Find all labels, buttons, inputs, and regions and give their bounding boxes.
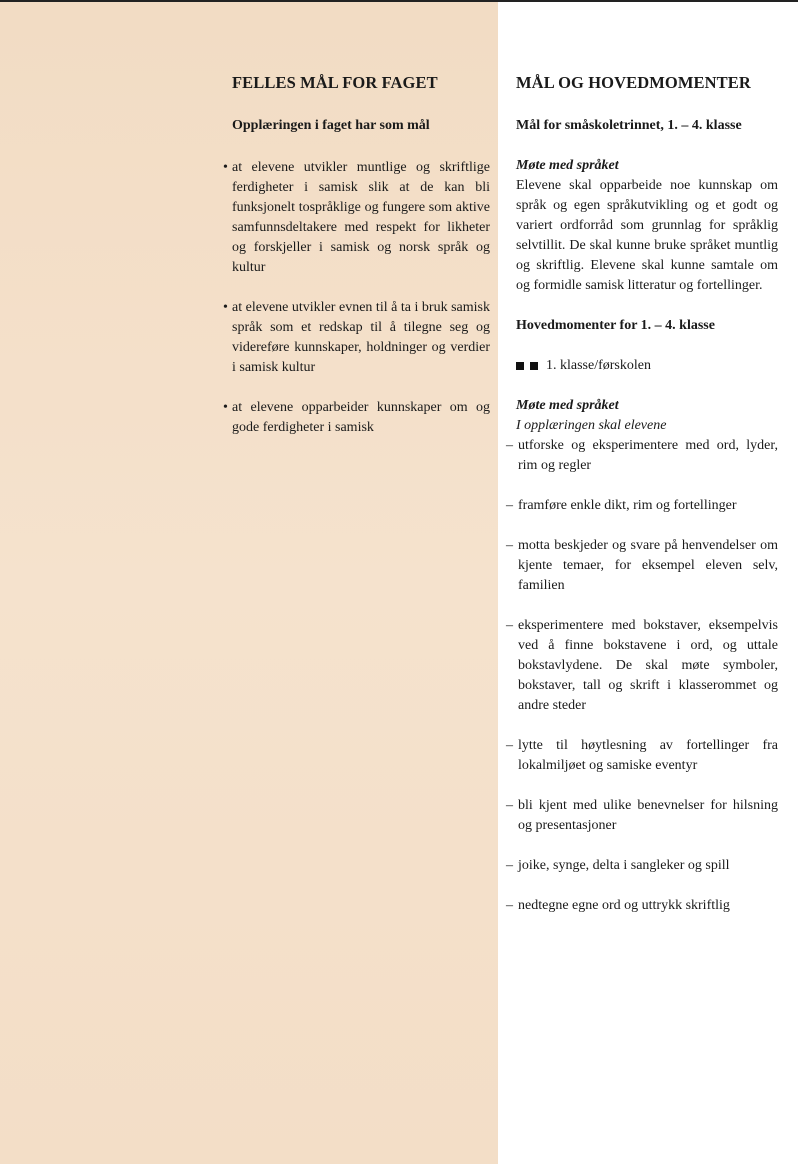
left-intro: Opplæringen i faget har som mål [232, 118, 430, 133]
topic-title-2: Møte med språket [516, 398, 619, 413]
moment-item: – motta beskjeder og svare på henvendelser om kjente temaer, for eksempel eleven selv, familien [506, 538, 778, 593]
dash-icon: – [506, 438, 513, 453]
moment-item: – eksperimentere med bokstaver, eksempelvis ved å finne bokstavene i ord, og uttale bokstavlydene. De skal møte symboler, bokstaver, tall og skrift i klasserommet og andre steder [506, 618, 778, 713]
grade-line [516, 356, 778, 376]
bullet-icon: • [223, 300, 228, 315]
square-marker-icon [530, 362, 538, 370]
left-heading: FELLES MÅL FOR FAGET [232, 73, 438, 92]
moment-item: – nedtegne egne ord og uttrykk skriftlig [516, 896, 778, 916]
goal-text: Elevene skal opparbeide noe kunnskap om språk og egen språkutvikling og et godt og variert ordforråd som grunnlag for språklig selvtillit. De skal kunne bruke språket muntlig og skriftlig. Elevene skal kunne samtale om og formidle samisk litteratur og fortellinger. [516, 178, 778, 293]
dash-icon: – [506, 798, 513, 813]
moment-item: – utforske og eksperimentere med ord, lyder, rim og regler [506, 438, 778, 473]
dash-icon: – [506, 738, 513, 753]
right-column [506, 72, 778, 936]
goal-bullet-list [223, 158, 490, 438]
topic-title: Møte med språket [516, 158, 619, 173]
dash-icon: – [506, 618, 513, 633]
goal-bullet-1: • at elevene utvikler muntlige og skriftlige ferdigheter i samisk slik at de kan bli funksjonelt tospråklige og fungere som aktive samfunnsdeltakere med respekt for likheter og forskjeller i samisk og norsk språk og kultur [223, 160, 490, 275]
moment-item: – lytte til høytlesning av fortellinger fra lokalmiljøet og samiske eventyr [506, 738, 778, 773]
lead-in: I opplæringen skal elevene [516, 418, 667, 433]
moment-item: – joike, synge, delta i sangleker og spill [516, 856, 778, 876]
right-heading: MÅL OG HOVEDMOMENTER [516, 73, 751, 92]
goal-bullet-3: • at elevene opparbeider kunnskaper om og gode ferdigheter i samisk [223, 400, 490, 435]
moment-item: – framføre enkle dikt, rim og fortellinger [516, 496, 778, 516]
square-marker-icon [516, 362, 524, 370]
bullet-icon: • [223, 400, 228, 415]
moment-list [506, 436, 778, 916]
main-subhead: Hovedmomenter for 1. – 4. klasse [516, 318, 715, 333]
dash-icon: – [506, 898, 513, 913]
dash-icon: – [506, 858, 513, 873]
grade-label: 1. klasse/førskolen [546, 358, 651, 373]
left-column [223, 72, 490, 458]
moment-item: – bli kjent med ulike benevnelser for hilsning og presentasjoner [506, 798, 778, 833]
bullet-icon: • [223, 160, 228, 175]
goal-bullet-2: • at elevene utvikler evnen til å ta i bruk samisk språk som et redskap til å tilegne seg og videreføre kunnskaper, holdninger og verdier i samisk kultur [223, 300, 490, 375]
dash-icon: – [506, 538, 513, 553]
goal-subhead: Mål for småskoletrinnet, 1. – 4. klasse [516, 118, 742, 133]
dash-icon: – [506, 498, 513, 513]
